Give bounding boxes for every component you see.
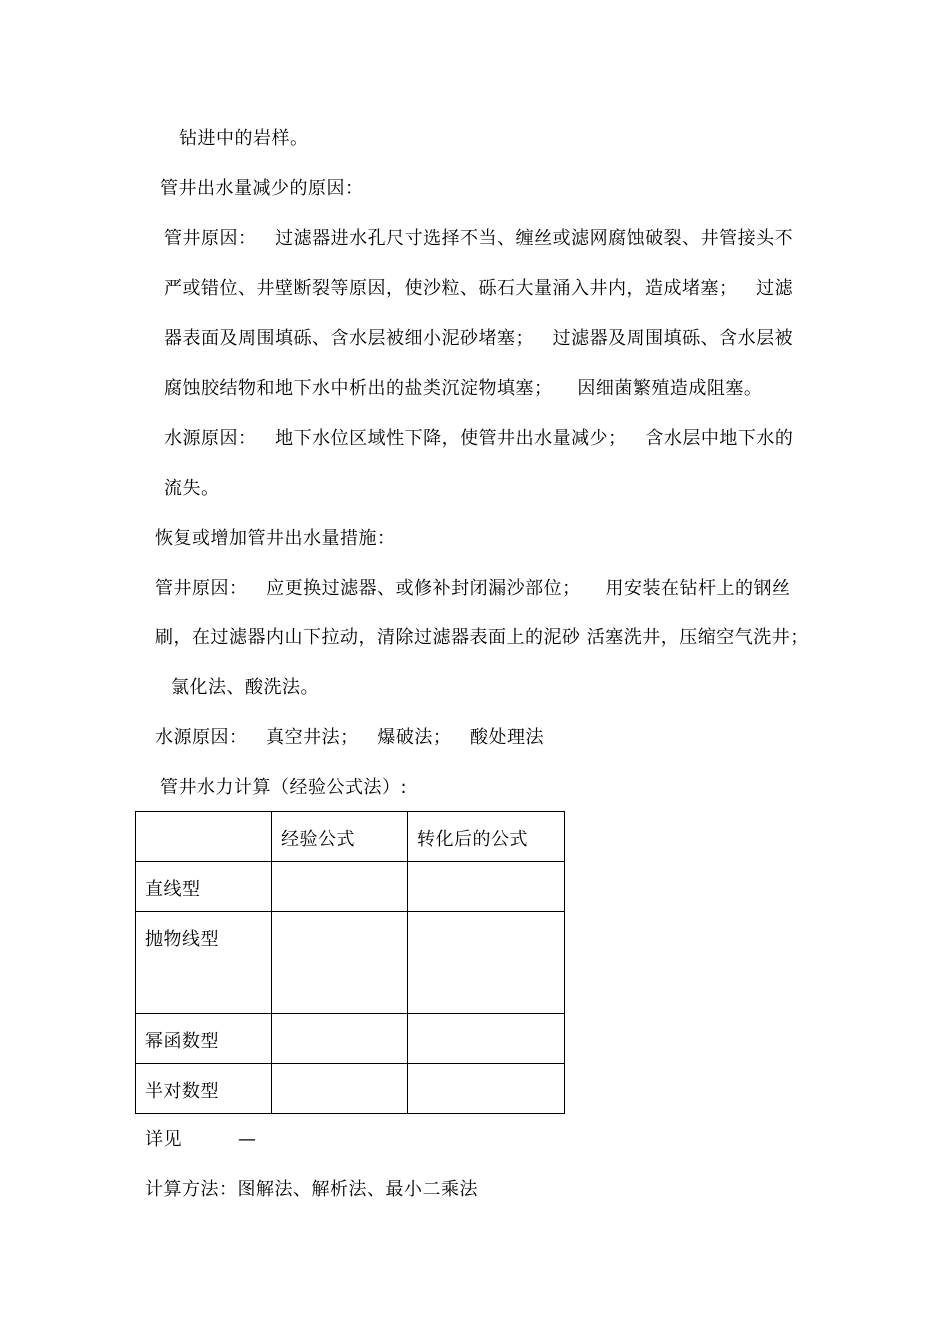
text-line-5: 器表面及周围填砾、含水层被细小泥砂堵塞； 过滤器及周围填砾、含水层被 (164, 328, 794, 349)
table-row (136, 1014, 565, 1064)
table-header-cell: 经验公式 (272, 812, 408, 862)
table-header-row (136, 812, 565, 862)
text-line-6: 腐蚀胶结物和地下水中析出的盐类沉淀物填塞； 因细菌繁殖造成阻塞。 (164, 378, 763, 399)
table-cell: 抛物线型 (136, 912, 272, 1014)
text-line-1: 钻进中的岩样。 (179, 128, 309, 149)
text-calculation-methods: 计算方法：图解法、解析法、最小二乘法 (145, 1179, 478, 1200)
table-cell: 半对数型 (136, 1064, 272, 1114)
heading-restore-measures: 恢复或增加管井出水量措施： (155, 528, 396, 549)
heading-flow-reduction-causes: 管井出水量减少的原因： (160, 178, 364, 199)
table-row (136, 1064, 565, 1114)
text-line-4: 严或错位、井壁断裂等原因，使沙粒、砾石大量涌入井内，造成堵塞； 过滤 (164, 278, 794, 299)
table-cell (272, 862, 408, 912)
table-row (136, 912, 565, 1014)
text-line-8: 流失。 (164, 478, 220, 499)
table-header-cell (136, 812, 272, 862)
text-see-also: 详见 — (145, 1129, 257, 1150)
text-line-7: 水源原因： 地下水位区域性下降，使管井出水量减少； 含水层中地下水的 (164, 428, 794, 449)
table-cell (408, 862, 565, 912)
heading-hydraulic-calculation: 管井水力计算（经验公式法）: (160, 777, 408, 798)
text-line-10: 管井原因： 应更换过滤器、或修补封闭漏沙部位； 用安装在钻杆上的钢丝 (155, 578, 791, 599)
table-cell (408, 1064, 565, 1114)
text-line-3: 管井原因： 过滤器进水孔尺寸选择不当、缠丝或滤网腐蚀破裂、井管接头不 (164, 228, 794, 249)
table-cell (408, 912, 565, 1014)
table-cell (272, 912, 408, 1014)
text-line-13: 水源原因： 真空井法； 爆破法； 酸处理法 (155, 727, 544, 748)
table-cell: 幂函数型 (136, 1014, 272, 1064)
table-cell (272, 1014, 408, 1064)
table-row (136, 862, 565, 912)
table-header-cell: 转化后的公式 (408, 812, 565, 862)
text-line-12: 氯化法、酸洗法。 (171, 677, 319, 698)
table-cell (408, 1014, 565, 1064)
table-cell (272, 1064, 408, 1114)
text-line-11: 刷，在过滤器内山下拉动，清除过滤器表面上的泥砂 活塞洗井，压缩空气洗井； (155, 627, 809, 648)
table-cell: 直线型 (136, 862, 272, 912)
formula-table (135, 811, 565, 1114)
